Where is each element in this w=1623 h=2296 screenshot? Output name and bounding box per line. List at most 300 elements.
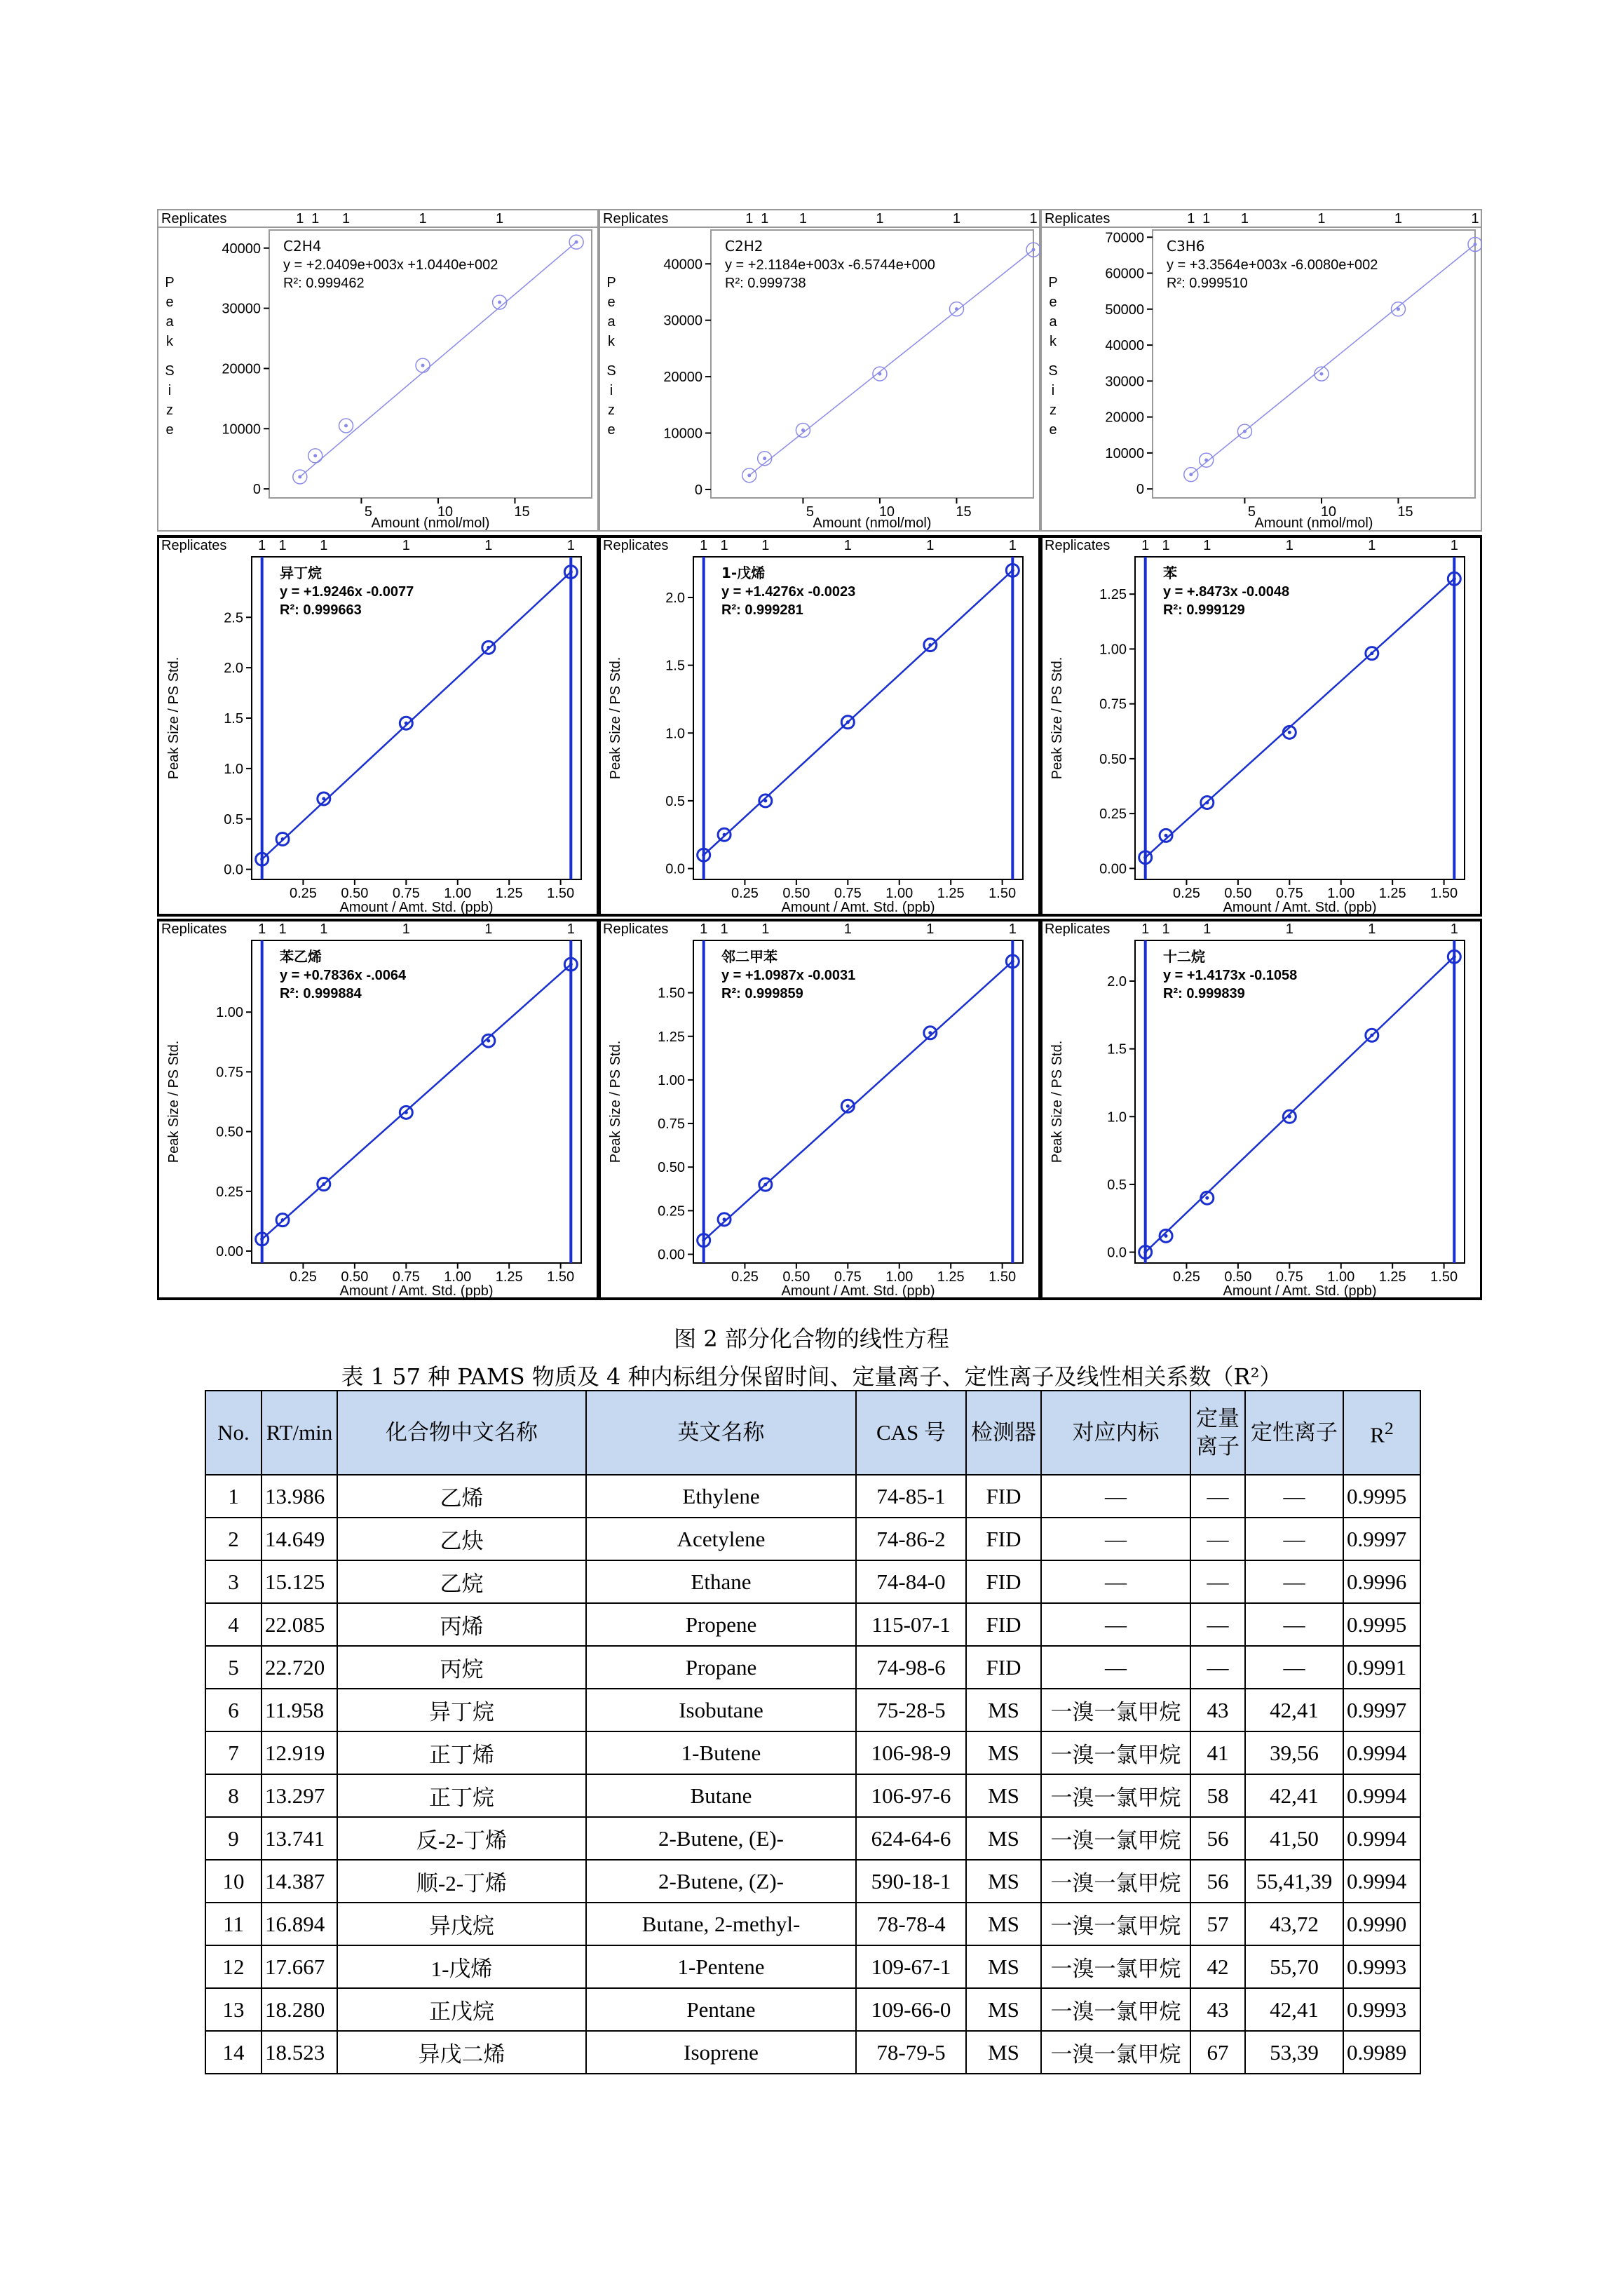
table-caption: 表 1 57 种 PAMS 物质及 4 种内标组分保留时间、定量离子、定性离子及线性相关系数（R²） bbox=[341, 1363, 1282, 1390]
regression-equation: y = +1.4173x -0.1058 bbox=[1163, 968, 1298, 983]
replicate-mark: 1 bbox=[419, 211, 427, 227]
data-point-center bbox=[1204, 459, 1208, 462]
cell-quant-ion: 57 bbox=[1190, 1903, 1245, 1945]
data-point-center bbox=[421, 364, 425, 367]
col-header-internal-standard: 对应内标 bbox=[1041, 1391, 1190, 1475]
x-tick-label: 1.25 bbox=[1378, 1269, 1406, 1285]
x-tick-label: 1.50 bbox=[1430, 886, 1458, 901]
x-axis-label: Amount / Amt. Std. (ppb) bbox=[1223, 900, 1377, 915]
table-row bbox=[205, 1560, 1420, 1603]
replicates-label: Replicates bbox=[1045, 921, 1111, 937]
cell-detector: MS bbox=[966, 1988, 1041, 2031]
data-point-center bbox=[569, 570, 573, 574]
x-tick-label: 0.25 bbox=[1172, 886, 1200, 901]
x-tick-label: 0.50 bbox=[341, 1269, 369, 1285]
y-tick-label: 2.0 bbox=[1107, 973, 1127, 990]
r-squared: R²: 0.999738 bbox=[725, 276, 806, 291]
cell-cas: 74-98-6 bbox=[856, 1646, 966, 1689]
cell-english-name: Acetylene bbox=[586, 1518, 856, 1560]
x-axis-label: Amount (nmol/mol) bbox=[813, 515, 932, 531]
table-row bbox=[205, 1860, 1420, 1903]
cell-cas: 590-18-1 bbox=[856, 1860, 966, 1903]
replicate-mark: 1 bbox=[484, 921, 493, 937]
y-tick-label: 0.50 bbox=[1099, 751, 1127, 767]
cell-cas: 106-98-9 bbox=[856, 1731, 966, 1774]
cell-no: 7 bbox=[205, 1731, 262, 1774]
r-squared: R²: 0.999281 bbox=[721, 602, 803, 618]
table-row bbox=[205, 1475, 1420, 1518]
table-row bbox=[205, 1988, 1420, 2031]
col-header-english-name: 英文名称 bbox=[586, 1391, 856, 1475]
cell-qual-ion: — bbox=[1245, 1475, 1343, 1518]
compound-name: 十二烷 bbox=[1163, 948, 1205, 965]
cell-rt: 13.986 bbox=[262, 1475, 337, 1518]
cell-quant-ion: 58 bbox=[1190, 1774, 1245, 1817]
col-header-r2 bbox=[1343, 1391, 1420, 1475]
replicate-mark: 1 bbox=[1202, 211, 1211, 227]
cell-chinese-name: 异戊烷 bbox=[337, 1903, 586, 1945]
replicate-mark: 1 bbox=[1317, 211, 1326, 227]
cell-detector: MS bbox=[966, 2031, 1041, 2074]
replicate-mark: 1 bbox=[700, 921, 708, 937]
y-tick-label: 1.00 bbox=[658, 1072, 685, 1088]
data-point-center bbox=[281, 837, 285, 841]
calibration-chart bbox=[599, 920, 1040, 1299]
cell-cas: 109-66-0 bbox=[856, 1988, 966, 2031]
data-point-center bbox=[487, 646, 490, 649]
replicates-label: Replicates bbox=[603, 211, 669, 227]
data-point-center bbox=[1453, 577, 1456, 581]
quant-ion-line-1: 定量 bbox=[1196, 1405, 1240, 1431]
cell-english-name: Ethane bbox=[586, 1560, 856, 1603]
x-tick-label: 1.50 bbox=[989, 1269, 1017, 1285]
cell-internal-standard: 一溴一氯甲烷 bbox=[1041, 1731, 1190, 1774]
x-tick-label: 1.00 bbox=[444, 886, 472, 901]
col-header-quant-ion bbox=[1190, 1391, 1245, 1475]
compound-name: 苯 bbox=[1163, 565, 1177, 581]
data-point-center bbox=[801, 428, 805, 432]
compound-name: 邻二甲苯 bbox=[721, 948, 777, 965]
cell-chinese-name: 顺-2-丁烯 bbox=[337, 1860, 586, 1903]
figure-caption: 图 2 部分化合物的线性方程 bbox=[674, 1325, 949, 1352]
replicate-mark: 1 bbox=[1471, 211, 1479, 227]
data-point-center bbox=[1474, 243, 1477, 246]
data-point-center bbox=[1243, 430, 1247, 433]
r-squared: R²: 0.999839 bbox=[1163, 986, 1245, 1001]
y-tick-label: 0.0 bbox=[224, 862, 243, 878]
cell-internal-standard: 一溴一氯甲烷 bbox=[1041, 1903, 1190, 1945]
compound-name: 苯乙烯 bbox=[280, 948, 322, 965]
cell-r2: 0.9994 bbox=[1343, 1817, 1420, 1860]
y-tick-label: 1.5 bbox=[665, 658, 685, 674]
x-tick-label: 1.25 bbox=[1378, 886, 1406, 901]
table-row bbox=[205, 1603, 1420, 1646]
cell-chinese-name: 正丁烷 bbox=[337, 1774, 586, 1817]
replicate-mark: 1 bbox=[1394, 211, 1403, 227]
cell-quant-ion: 42 bbox=[1190, 1945, 1245, 1988]
cell-internal-standard: 一溴一氯甲烷 bbox=[1041, 1817, 1190, 1860]
y-tick-label: 40000 bbox=[1105, 338, 1144, 354]
replicate-mark: 1 bbox=[761, 211, 769, 227]
x-axis-label: Amount / Amt. Std. (ppb) bbox=[339, 1283, 494, 1299]
table-row bbox=[205, 1689, 1420, 1731]
x-tick-label: 15 bbox=[514, 504, 530, 520]
y-tick-label: 1.0 bbox=[224, 761, 243, 777]
y-tick-label: 0 bbox=[252, 482, 261, 498]
x-tick-label: 0.50 bbox=[341, 886, 369, 901]
col-header-qual-ion: 定性离子 bbox=[1245, 1391, 1343, 1475]
data-point-center bbox=[322, 797, 325, 801]
data-point-center bbox=[878, 372, 881, 376]
replicate-mark: 1 bbox=[1008, 538, 1017, 553]
cell-internal-standard: 一溴一氯甲烷 bbox=[1041, 1774, 1190, 1817]
x-tick-label: 0.75 bbox=[392, 886, 420, 901]
y-tick-label: 2.0 bbox=[224, 661, 243, 677]
calibration-chart bbox=[1041, 536, 1481, 915]
replicate-mark: 1 bbox=[1203, 538, 1211, 553]
y-axis-label: P e a k S i z e bbox=[165, 275, 175, 438]
cell-qual-ion: — bbox=[1245, 1603, 1343, 1646]
table-row bbox=[205, 1518, 1420, 1560]
data-point-center bbox=[928, 1031, 932, 1034]
x-tick-label: 1.00 bbox=[1327, 886, 1355, 901]
replicate-mark: 1 bbox=[745, 211, 754, 227]
replicate-mark: 1 bbox=[1141, 538, 1150, 553]
x-tick-label: 10 bbox=[1320, 504, 1337, 520]
r-squared: R²: 0.999663 bbox=[280, 602, 362, 618]
cell-rt: 18.280 bbox=[262, 1988, 337, 2031]
data-point-center bbox=[1164, 834, 1168, 837]
cell-internal-standard: 一溴一氯甲烷 bbox=[1041, 1860, 1190, 1903]
y-tick-label: 70000 bbox=[1105, 230, 1144, 246]
y-tick-label: 0.0 bbox=[1107, 1245, 1127, 1261]
y-axis-label: Peak Size / PS Std. bbox=[166, 1040, 182, 1163]
cell-qual-ion: — bbox=[1245, 1646, 1343, 1689]
replicate-mark: 1 bbox=[1285, 921, 1293, 937]
calibration-chart bbox=[1040, 210, 1482, 531]
y-tick-label: 2.5 bbox=[224, 610, 243, 626]
cell-qual-ion: 42,41 bbox=[1245, 1774, 1343, 1817]
data-point-center bbox=[846, 1105, 850, 1108]
regression-equation: y = +2.1184e+003x -6.5744e+000 bbox=[725, 257, 935, 273]
y-tick-label: 30000 bbox=[222, 301, 261, 317]
cell-cas: 74-85-1 bbox=[856, 1475, 966, 1518]
y-tick-label: 2.0 bbox=[665, 590, 685, 606]
y-tick-label: 0.5 bbox=[224, 811, 243, 828]
table-row bbox=[205, 2031, 1420, 2074]
y-tick-label: 1.25 bbox=[658, 1029, 685, 1045]
data-point-center bbox=[405, 722, 408, 725]
y-tick-label: 1.0 bbox=[1107, 1109, 1127, 1126]
data-point-center bbox=[1453, 955, 1456, 959]
y-tick-label: 0.5 bbox=[1107, 1177, 1127, 1193]
cell-r2: 0.9994 bbox=[1343, 1860, 1420, 1903]
cell-detector: MS bbox=[966, 1731, 1041, 1774]
replicate-mark: 1 bbox=[761, 538, 770, 553]
cell-cas: 78-79-5 bbox=[856, 2031, 966, 2074]
cell-internal-standard: 一溴一氯甲烷 bbox=[1041, 1945, 1190, 1988]
x-tick-label: 0.75 bbox=[834, 886, 862, 901]
r-squared: R²: 0.999884 bbox=[280, 986, 362, 1001]
cell-internal-standard: 一溴一氯甲烷 bbox=[1041, 2031, 1190, 2074]
cell-no: 8 bbox=[205, 1774, 262, 1817]
calibration-chart bbox=[157, 210, 599, 531]
cell-no: 5 bbox=[205, 1646, 262, 1689]
replicate-mark: 1 bbox=[320, 921, 328, 937]
y-tick-label: 10000 bbox=[663, 426, 702, 442]
cell-rt: 14.387 bbox=[262, 1860, 337, 1903]
x-tick-label: 5 bbox=[364, 504, 372, 520]
x-tick-label: 0.25 bbox=[289, 1269, 317, 1285]
cell-detector: MS bbox=[966, 1689, 1041, 1731]
x-axis-label: Amount / Amt. Std. (ppb) bbox=[1223, 1283, 1377, 1299]
compound-name: C2H4 bbox=[283, 238, 322, 255]
data-point-center bbox=[763, 457, 766, 460]
y-tick-label: 1.00 bbox=[216, 1005, 243, 1021]
cell-rt: 12.919 bbox=[262, 1731, 337, 1774]
replicates-label: Replicates bbox=[161, 538, 227, 553]
replicate-mark: 1 bbox=[1368, 538, 1376, 553]
cell-qual-ion: 53,39 bbox=[1245, 2031, 1343, 2074]
cell-r2: 0.9995 bbox=[1343, 1603, 1420, 1646]
replicates-label: Replicates bbox=[161, 921, 227, 937]
y-tick-label: 20000 bbox=[1105, 410, 1144, 426]
y-axis-label: Peak Size / PS Std. bbox=[608, 656, 623, 780]
cell-english-name: 2-Butene, (E)- bbox=[586, 1817, 856, 1860]
x-axis-label: Amount / Amt. Std. (ppb) bbox=[781, 1283, 935, 1299]
cell-detector: FID bbox=[966, 1518, 1041, 1560]
x-tick-label: 0.25 bbox=[1172, 1269, 1200, 1285]
cell-detector: MS bbox=[966, 1774, 1041, 1817]
replicate-mark: 1 bbox=[761, 921, 770, 937]
y-tick-label: 30000 bbox=[663, 313, 702, 329]
y-tick-label: 0.5 bbox=[665, 793, 685, 809]
cell-detector: MS bbox=[966, 1945, 1041, 1988]
y-tick-label: 1.00 bbox=[1099, 642, 1127, 658]
replicate-mark: 1 bbox=[1162, 538, 1170, 553]
table-row bbox=[205, 1646, 1420, 1689]
y-tick-label: 50000 bbox=[1105, 302, 1144, 318]
r-squared: R²: 0.999859 bbox=[721, 986, 803, 1001]
cell-r2: 0.9991 bbox=[1343, 1646, 1420, 1689]
table-header-row bbox=[205, 1391, 1420, 1475]
cell-rt: 14.649 bbox=[262, 1518, 337, 1560]
y-tick-label: 0.50 bbox=[658, 1160, 685, 1176]
data-point-center bbox=[405, 1111, 408, 1114]
replicate-mark: 1 bbox=[1141, 921, 1150, 937]
replicate-mark: 1 bbox=[311, 211, 320, 227]
cell-rt: 17.667 bbox=[262, 1945, 337, 1988]
cell-quant-ion: 43 bbox=[1190, 1689, 1245, 1731]
data-point-center bbox=[702, 853, 705, 857]
r-squared: R²: 0.999129 bbox=[1163, 602, 1245, 618]
cell-no: 14 bbox=[205, 2031, 262, 2074]
x-tick-label: 0.75 bbox=[834, 1269, 862, 1285]
y-axis-label: Peak Size / PS Std. bbox=[1050, 656, 1065, 780]
replicate-mark: 1 bbox=[296, 211, 304, 227]
cell-english-name: Propene bbox=[586, 1603, 856, 1646]
replicates-label: Replicates bbox=[603, 921, 669, 937]
x-tick-label: 1.50 bbox=[547, 886, 575, 901]
cell-internal-standard: — bbox=[1041, 1518, 1190, 1560]
cell-detector: MS bbox=[966, 1817, 1041, 1860]
data-point-center bbox=[260, 1237, 264, 1241]
y-tick-label: 0.75 bbox=[1099, 696, 1127, 713]
cell-qual-ion: 55,41,39 bbox=[1245, 1860, 1343, 1903]
y-tick-label: 0.0 bbox=[665, 861, 685, 877]
cell-internal-standard: 一溴一氯甲烷 bbox=[1041, 1988, 1190, 2031]
data-point-center bbox=[1205, 1196, 1209, 1200]
cell-rt: 11.958 bbox=[262, 1689, 337, 1731]
cell-cas: 624-64-6 bbox=[856, 1817, 966, 1860]
replicate-mark: 1 bbox=[320, 538, 328, 553]
x-tick-label: 1.25 bbox=[937, 886, 965, 901]
cell-rt: 22.720 bbox=[262, 1646, 337, 1689]
x-tick-label: 10 bbox=[437, 504, 454, 520]
x-tick-label: 0.50 bbox=[1224, 1269, 1252, 1285]
cell-quant-ion: — bbox=[1190, 1603, 1245, 1646]
replicate-mark: 1 bbox=[258, 538, 266, 553]
y-axis-label: Peak Size / PS Std. bbox=[1050, 1040, 1065, 1163]
x-tick-label: 5 bbox=[806, 504, 814, 520]
x-tick-label: 1.50 bbox=[989, 886, 1017, 901]
cell-no: 9 bbox=[205, 1817, 262, 1860]
y-tick-label: 0.25 bbox=[216, 1184, 243, 1200]
table-row bbox=[205, 1731, 1420, 1774]
x-tick-label: 0.75 bbox=[1275, 886, 1303, 901]
data-point-center bbox=[569, 963, 573, 966]
cell-qual-ion: — bbox=[1245, 1518, 1343, 1560]
y-tick-label: 1.50 bbox=[658, 985, 685, 1001]
replicate-mark: 1 bbox=[1187, 211, 1195, 227]
x-tick-label: 0.50 bbox=[782, 1269, 810, 1285]
replicate-mark: 1 bbox=[1162, 921, 1170, 937]
cell-no: 2 bbox=[205, 1518, 262, 1560]
regression-equation: y = +.8473x -0.0048 bbox=[1163, 584, 1290, 600]
replicate-mark: 1 bbox=[1368, 921, 1376, 937]
replicate-mark: 1 bbox=[952, 211, 961, 227]
data-point-center bbox=[1143, 856, 1147, 859]
cell-chinese-name: 异戊二烯 bbox=[337, 2031, 586, 2074]
replicate-mark: 1 bbox=[402, 921, 410, 937]
cell-internal-standard: — bbox=[1041, 1603, 1190, 1646]
y-tick-label: 10000 bbox=[1105, 445, 1144, 461]
cell-qual-ion: 42,41 bbox=[1245, 1988, 1343, 2031]
x-tick-label: 0.50 bbox=[782, 886, 810, 901]
cell-r2: 0.9993 bbox=[1343, 1945, 1420, 1988]
cell-detector: MS bbox=[966, 1903, 1041, 1945]
cell-quant-ion: 43 bbox=[1190, 1988, 1245, 2031]
replicate-mark: 1 bbox=[278, 538, 287, 553]
cell-rt: 13.297 bbox=[262, 1774, 337, 1817]
x-tick-label: 1.25 bbox=[937, 1269, 965, 1285]
y-tick-label: 20000 bbox=[663, 370, 702, 386]
cell-detector: FID bbox=[966, 1603, 1041, 1646]
r2-superscript: 2 bbox=[1384, 1417, 1394, 1438]
calibration-chart bbox=[158, 536, 598, 915]
x-tick-label: 10 bbox=[878, 504, 895, 520]
data-point-center bbox=[846, 720, 850, 724]
cell-qual-ion: — bbox=[1245, 1560, 1343, 1603]
cell-rt: 16.894 bbox=[262, 1903, 337, 1945]
r-squared: R²: 0.999462 bbox=[283, 276, 365, 291]
y-tick-label: 1.0 bbox=[665, 726, 685, 742]
y-tick-label: 0.75 bbox=[658, 1116, 685, 1133]
cell-quant-ion: 67 bbox=[1190, 2031, 1245, 2074]
replicate-mark: 1 bbox=[484, 538, 493, 553]
replicate-mark: 1 bbox=[341, 211, 351, 227]
replicate-mark: 1 bbox=[799, 211, 807, 227]
col-header-rt: RT/min bbox=[262, 1391, 337, 1475]
cell-qual-ion: 43,72 bbox=[1245, 1903, 1343, 1945]
regression-equation: y = +1.9246x -0.0077 bbox=[280, 584, 414, 600]
y-tick-label: 60000 bbox=[1105, 266, 1144, 282]
x-tick-label: 1.50 bbox=[547, 1269, 575, 1285]
data-point-center bbox=[1205, 801, 1209, 804]
y-tick-label: 0.50 bbox=[216, 1124, 243, 1140]
y-tick-label: 30000 bbox=[1105, 374, 1144, 390]
cell-no: 4 bbox=[205, 1603, 262, 1646]
regression-equation: y = +1.4276x -0.0023 bbox=[721, 584, 856, 600]
data-point-center bbox=[313, 454, 317, 457]
y-tick-label: 0 bbox=[694, 482, 702, 498]
x-axis-label: Amount (nmol/mol) bbox=[371, 515, 490, 531]
x-tick-label: 0.25 bbox=[289, 886, 317, 901]
replicates-label: Replicates bbox=[1045, 538, 1111, 553]
cell-rt: 18.523 bbox=[262, 2031, 337, 2074]
y-tick-label: 10000 bbox=[222, 421, 261, 438]
cell-chinese-name: 丙烷 bbox=[337, 1646, 586, 1689]
cell-quant-ion: 56 bbox=[1190, 1860, 1245, 1903]
x-tick-label: 1.00 bbox=[1327, 1269, 1355, 1285]
data-point-center bbox=[763, 799, 767, 802]
x-tick-label: 1.00 bbox=[444, 1269, 472, 1285]
cell-cas: 75-28-5 bbox=[856, 1689, 966, 1731]
replicate-mark: 1 bbox=[278, 921, 287, 937]
data-point-center bbox=[1397, 307, 1400, 311]
r-squared: R²: 0.999510 bbox=[1167, 276, 1248, 291]
cell-chinese-name: 反-2-丁烯 bbox=[337, 1817, 586, 1860]
cell-chinese-name: 1-戊烯 bbox=[337, 1945, 586, 1988]
data-point-center bbox=[702, 1238, 705, 1242]
replicate-mark: 1 bbox=[566, 921, 575, 937]
y-tick-label: 0.00 bbox=[658, 1247, 685, 1263]
replicate-mark: 1 bbox=[258, 921, 266, 937]
y-tick-label: 40000 bbox=[222, 241, 261, 257]
replicate-mark: 1 bbox=[1008, 921, 1017, 937]
compound-name: 1-戊烯 bbox=[721, 565, 766, 581]
x-tick-label: 15 bbox=[1397, 504, 1413, 520]
data-point-center bbox=[1288, 731, 1291, 734]
data-point-center bbox=[260, 858, 264, 861]
y-tick-label: 20000 bbox=[222, 361, 261, 377]
cell-quant-ion: 41 bbox=[1190, 1731, 1245, 1774]
cell-rt: 22.085 bbox=[262, 1603, 337, 1646]
data-point-center bbox=[575, 241, 578, 244]
data-point-center bbox=[1370, 651, 1373, 655]
cell-chinese-name: 丙烯 bbox=[337, 1603, 586, 1646]
y-tick-label: 1.5 bbox=[224, 711, 243, 727]
y-tick-label: 0.00 bbox=[216, 1243, 243, 1260]
y-tick-label: 0 bbox=[1136, 482, 1144, 498]
cell-english-name: Isoprene bbox=[586, 2031, 856, 2074]
replicate-mark: 1 bbox=[926, 538, 935, 553]
data-point-center bbox=[322, 1182, 325, 1186]
table-row bbox=[205, 1817, 1420, 1860]
y-tick-label: 0.25 bbox=[658, 1203, 685, 1220]
cell-chinese-name: 正戊烷 bbox=[337, 1988, 586, 2031]
y-axis-label: P e a k S i z e bbox=[606, 275, 616, 438]
